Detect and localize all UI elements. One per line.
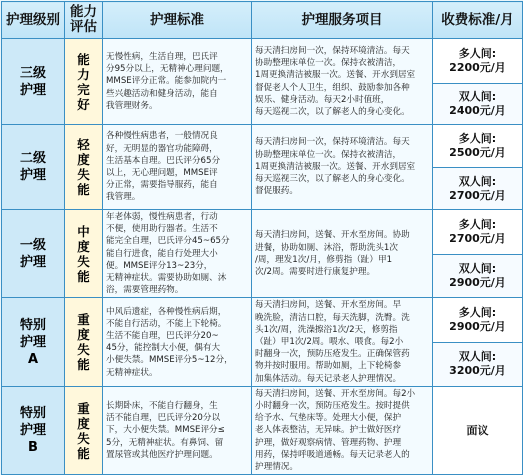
standard-line: 无慢性病，生活自理，巴氏评 [106, 51, 218, 62]
standard-line: 便。MMSE评分13~23分， [106, 260, 213, 271]
fee-label: 多人间: [458, 132, 497, 145]
header-standard: 护理标准 [103, 2, 252, 39]
standard-cell [103, 39, 252, 125]
ability-char: 轻 [77, 137, 90, 152]
service-line: 小时翻身一次，预防压疮发生。按时提供 [255, 401, 410, 412]
ability-cell [65, 386, 103, 474]
fee-double-room [433, 168, 523, 210]
service-line: 每天清扫房间，送餐、开水至房间。协助 [255, 230, 410, 241]
fee-label: 多人间: [458, 47, 497, 60]
level-line: 护理 [19, 168, 46, 183]
service-line: 次/2周。需要时进行康复护理。 [255, 266, 376, 277]
service-line: 每天清扫房间一次，保持环境清洁。每天 [255, 137, 410, 148]
service-line: 每天巡视三次，以了解老人的身心变化。 [255, 174, 410, 185]
standard-line: 45分，能控制大小便，偶有大 [106, 343, 221, 354]
fee-value: 2900元/月 [449, 276, 506, 290]
service-line: 头1次/周，洗澡擦浴1次/2天，修剪指 [255, 324, 398, 335]
standard-line: 我管理财务。 [106, 100, 158, 111]
level-line: 护理 [19, 423, 46, 439]
fee-double-room [433, 254, 523, 298]
service-line: 每天清扫房间，送餐、开水至房间。早 [255, 300, 402, 311]
ability-cell [65, 298, 103, 386]
standard-line: 活不能自理，巴氏评分20分以 [106, 413, 221, 424]
standard-line: 以上，无心理问题，MMSE评 [106, 168, 218, 178]
service-cell [252, 298, 433, 386]
fee-value: 2200元/月 [449, 61, 506, 74]
service-line: 加集体活动。每天记录老人护理情况。 [255, 373, 402, 384]
level-line: 护理 [19, 254, 46, 270]
standard-line: 分95分以上，无精神心理问题， [106, 64, 229, 75]
fee-multi-room [433, 298, 523, 342]
ability-char: 重 [77, 400, 90, 416]
fee-label: 多人间: [458, 306, 497, 320]
ability-char: 能 [77, 51, 90, 67]
level-cell [2, 210, 65, 298]
header-fee: 收费标准/月 [433, 2, 523, 39]
standard-line: 生活不能自理，巴氏评分20~ [106, 330, 219, 341]
fee-value: 2700元/月 [449, 231, 506, 245]
standard-line: 无精神症状。需要协助如厕、沐 [106, 273, 227, 284]
service-line: 协助整理床单位一次。保持衣被清洁， [255, 149, 402, 160]
table-row [2, 125, 523, 168]
level-line: 三级 [19, 65, 46, 81]
service-line: 用药，保持呼吸道通畅。每天记录老人的 [255, 449, 410, 460]
fee-double-room [433, 342, 523, 386]
standard-line: 好，无明显的器官功能障碍， [106, 143, 218, 154]
level-cell [2, 125, 65, 210]
fee-negotiable [433, 386, 523, 474]
standard-line: 各种慢性病患者，一般情况良 [106, 131, 218, 142]
level-cell [2, 39, 65, 125]
standard-line: 置尿管或其他医疗护理问题。 [106, 449, 218, 460]
ability-char: 度 [77, 327, 90, 343]
service-line: 护理，做好观察病情、管理药物、护理 [255, 437, 402, 448]
fee-multi-room [433, 39, 523, 84]
service-cell [252, 39, 433, 125]
ability-cell [65, 210, 103, 298]
header-row [2, 2, 523, 39]
standard-cell [103, 298, 252, 386]
service-line: 时翻身一次，预防压疮发生。正确保管药 [255, 349, 410, 360]
standard-line: 下，大小便失禁。MMSE评分≤ [106, 425, 225, 436]
ability-cell [65, 125, 103, 210]
standard-line: 我管理。 [106, 192, 141, 203]
standard-line: 不能自行活动，不能上下轮椅。 [106, 318, 227, 329]
ability-char: 失 [77, 253, 90, 269]
level-line: 特别 [19, 406, 46, 422]
fee-label: 双人间: [458, 90, 497, 103]
ability-char: 能 [77, 357, 90, 373]
standard-line: MMSE评分正常。能参加院内一 [106, 76, 227, 87]
service-line: 督促服药。 [255, 186, 298, 197]
header-service: 护理服务项目 [252, 2, 433, 39]
fee-label: 多人间: [458, 217, 497, 231]
header-level: 护理级别 [2, 2, 65, 39]
standard-line: 长期卧床，不能自行翻身，生 [106, 401, 218, 412]
table-row [2, 298, 523, 342]
ability-char: 能 [77, 268, 90, 284]
service-line: 给予水、气垫床等。处理大小便，保护 [255, 413, 402, 424]
service-line: /周，理发1次/月，修剪指（趾）甲1 [255, 254, 393, 265]
fee-multi-room [433, 210, 523, 255]
ability-cell [65, 39, 103, 125]
standard-line: 能自行进食，能自行处理大小 [106, 248, 218, 259]
standard-line: 不便，使用助行器者。生活不 [106, 224, 218, 235]
ability-char: 失 [77, 430, 90, 446]
fee-double-room [433, 84, 523, 125]
ability-char: 度 [77, 152, 90, 167]
service-line: 晚洗脸，清洁口腔，每天洗脚，洗臀。洗 [255, 312, 410, 323]
ability-char: 力 [77, 66, 90, 82]
fee-value: 2400元/月 [449, 104, 506, 117]
service-line: 协助整理床单位一次。保持衣被清洁， [255, 58, 402, 69]
fee-label: 双人间: [458, 262, 497, 276]
ability-char: 能 [77, 445, 90, 461]
service-line: 督促老人个人卫生，组织、鼓励参加各种 [255, 82, 410, 93]
service-line: 娱乐、健身活动。每天2小时值班， [255, 94, 390, 105]
standard-line: 浴，需要管理药物。 [106, 285, 184, 296]
ability-char: 失 [77, 167, 90, 182]
level-line: 二级 [19, 151, 46, 166]
level-cell [2, 386, 65, 474]
service-line: 每天清扫房间一次，保持环境清洁。每天 [255, 45, 410, 56]
standard-line: 小便失禁。MMSE评分5~12分， [106, 355, 233, 366]
service-cell [252, 125, 433, 210]
ability-char: 失 [77, 342, 90, 358]
service-line: 老人体表整洁，无异味。护士做好医疗 [255, 425, 402, 436]
ability-char: 完 [77, 81, 90, 97]
level-line: 一级 [19, 237, 46, 253]
fee-multi-room [433, 125, 523, 168]
level-line: 护理 [19, 82, 46, 98]
standard-line: 些兴趣活动和健身活动，能自 [106, 88, 218, 99]
service-cell [252, 210, 433, 298]
table-row [2, 386, 523, 474]
ability-char: 中 [77, 223, 90, 239]
service-line: 1周更换清洁被服一次。送餐、开水到居室 [255, 161, 416, 172]
fee-value: 2500元/月 [449, 146, 506, 159]
service-line: 护理情况。 [255, 462, 298, 473]
standard-cell [103, 210, 252, 298]
level-line: A [27, 351, 39, 367]
level-line: 护理 [19, 334, 46, 350]
table-row [2, 210, 523, 255]
level-line: B [28, 440, 38, 456]
standard-cell [103, 386, 252, 474]
header-ability: 能力评估 [65, 2, 103, 39]
standard-line: 5分，无精神症状。有鼻饲、留 [106, 437, 224, 448]
standard-line: 能完全自理，巴氏评分45~65分 [106, 236, 230, 247]
ability-char: 重 [77, 312, 90, 328]
care-fee-table [1, 1, 523, 475]
service-line: 物并按时服用。帮助如厕，上下轮椅参 [255, 361, 402, 372]
table-row [2, 39, 523, 84]
fee-value: 3200元/月 [449, 364, 506, 378]
fee-value: 2700元/月 [449, 188, 506, 202]
ability-char: 度 [77, 415, 90, 431]
service-cell [252, 386, 433, 474]
service-line: 进餐，协助如厕、沐浴，帮助洗头1次 [255, 242, 398, 253]
service-line: 每天清扫房间，送餐、开水至房间。每2小 [255, 388, 416, 399]
service-line: 1周更换清洁被服一次。送餐、开水到居室 [255, 70, 416, 81]
fee-label: 双人间: [458, 350, 497, 364]
standard-line: 无精神症状。 [106, 367, 158, 378]
standard-cell [103, 125, 252, 210]
standard-line: 分正常，需要指导服药，能自 [106, 180, 218, 191]
standard-line: 生活基本自理。巴氏评分65分 [106, 155, 221, 166]
fee-value: 面议 [466, 423, 489, 437]
fee-label: 双人间: [458, 174, 497, 188]
standard-line: 中风后遗症，各种慢性病后期， [106, 306, 227, 317]
ability-char: 好 [77, 96, 90, 112]
ability-char: 能 [77, 182, 90, 197]
service-line: 每天巡视二次，以了解老人的身心变化。 [255, 106, 410, 117]
service-line: （趾）甲1次/2周。喂水、喂食。每2小 [255, 337, 404, 348]
level-cell [2, 298, 65, 386]
standard-line: 年老体弱，慢性病患者，行动 [106, 212, 218, 222]
ability-char: 度 [77, 238, 90, 254]
fee-value: 2900元/月 [449, 320, 506, 334]
level-line: 特别 [19, 317, 46, 333]
